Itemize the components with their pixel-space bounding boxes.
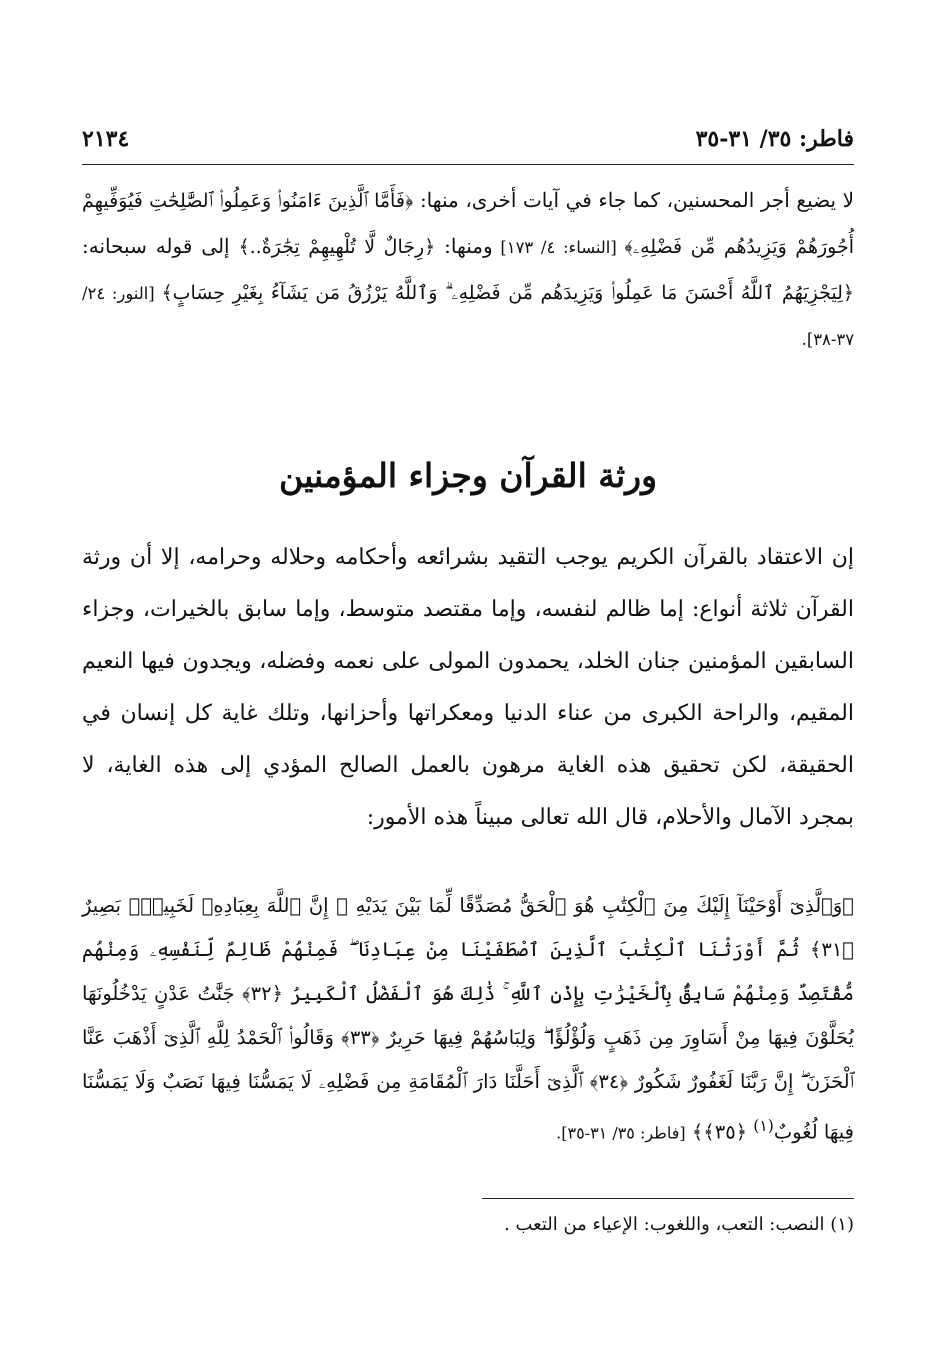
intro-connector-2: إلى قوله سبحانه: (82, 234, 239, 258)
intro-lead-text: لا يضيع أجر المحسنين، كما جاء في آيات أخرى، منها: (413, 188, 854, 212)
page-number: ٢١٣٤ (82, 126, 130, 152)
header-divider (82, 164, 854, 165)
quran-quote-2: ﴿رِجَالٌ لَّا تُلْهِيهِمْ تِجَٰرَةٌ..﴾ (238, 236, 436, 258)
footnote: (١) النصب: التعب، واللغوب: الإعياء من التعب . (504, 1214, 854, 1235)
body-paragraph: إن الاعتقاد بالقرآن الكريم يوجب التقيد بشرائعه وأحكامه وحلاله وحرامه، إلا أن ورثة القرآن ثلاثة أنواع: إما ظالم لنفسه، وإما مقتصد متوسط، وإما سابق بالخيرات، وجزاء السابقين المؤمنين جنان الخلد، يحمدون المولى على نعمه وفضله، ويجدون فيها النعيم المقيم، والراحة الكبرى من عناء الدنيا ومعكراتها وأحزانها، وتلك غاية كل إنسان في الحقيقة، لكن تحقيق هذه الغاية مرهون بالعمل الصالح المؤدي إلى هذه الغاية، لا بمجرد الآمال والأحلام، قال الله تعالى مبيناً هذه الأمور: (82, 545, 854, 830)
intro-connector-1: ومنها: (435, 234, 493, 258)
quran-quote-1: ﴿فَأَمَّا ٱلَّذِينَ ءَامَنُوا۟ وَعَمِلُوا۟ ٱلصَّٰلِحَٰتِ فَيُوَفِّيهِمْ أُجُورَهُمْ وَيَزِيدُهُم مِّن فَضْلِهِۦ﴾ (82, 190, 854, 258)
footnote-marker: (١) (753, 1117, 774, 1135)
quran-verses-text: ﴿وَٱلَّذِىٓ أَوْحَيْنَآ إِلَيْكَ مِنَ ٱلْكِتَٰبِ هُوَ ٱلْحَقُّ مُصَدِّقًا لِّمَا بَيْنَ يَدَيْهِ ۗ إِنَّ ٱللَّهَ بِعِبَادِهِۦ لَخَبِيرٌۢ بَصِيرٌ ﴿٣١﴾ ثُمَّ أَوْرَثْنَا ٱلْكِتَٰبَ ٱلَّذِينَ ٱصْطَفَيْنَا مِنْ عِبَادِنَا ۖ فَمِنْهُمْ ظَالِمٌ لِّنَفْسِهِۦ وَمِنْهُم مُّقْتَصِدٌ وَمِنْهُمْ سَابِقٌۢ بِٱلْخَيْرَٰتِ بِإِذْنِ ٱللَّهِ ۚ ذَٰلِكَ هُوَ ٱلْفَضْلُ ٱلْكَبِيرُ ﴿٣٢﴾ جَنَّٰتُ عَدْنٍ يَدْخُلُونَهَا يُحَلَّوْنَ فِيهَا مِنْ أَسَاوِرَ مِن ذَهَبٍ وَلُؤْلُؤًا ۖ وَلِبَاسُهُمْ فِيهَا حَرِيرٌ ﴿٣٣﴾ وَقَالُوا۟ ٱلْحَمْدُ لِلَّهِ ٱلَّذِىٓ أَذْهَبَ عَنَّا ٱلْحَزَنَ ۖ إِنَّ رَبَّنَا لَغَفُورٌ شَكُورٌ ﴿٣٤﴾ ٱلَّذِىٓ أَحَلَّنَا دَارَ ٱلْمُقَامَةِ مِن فَضْلِهِۦ لَا يَمَسُّنَا فِيهَا نَصَبٌ وَلَا يَمَسُّنَا فِيهَا لُغُوبٌ (82, 894, 854, 1144)
quran-quote-3: ﴿لِيَجْزِيَهُمُ ٱللَّهُ أَحْسَنَ مَا عَمِلُوا۟ وَيَزِيدَهُم مِّن فَضْلِهِۦ ۗ وَٱللَّهُ يَرْزُقُ مَن يَشَآءُ بِغَيْرِ حِسَابٍ﴾ (161, 282, 854, 304)
verse-reference-2: [النور: ٢٤/ ٣٧-٣٨]. (82, 284, 854, 349)
running-header (82, 126, 854, 162)
verse-reference-1: [النساء: ٤/ ١٧٣] (492, 238, 625, 257)
section-heading: ورثة القرآن وجزاء المؤمنين (278, 456, 658, 495)
verses-closing-bracket: ﴿٣٥﴾﴾ (685, 1120, 754, 1144)
intro-paragraph (82, 178, 854, 362)
quran-verses-block (82, 884, 854, 1156)
verses-reference: [فاطر: ٣٥/ ٣١-٣٥]. (556, 1123, 686, 1143)
footnote-divider (482, 1198, 854, 1199)
running-title: فاطر: ٣٥/ ٣١-٣٥ (695, 126, 854, 152)
